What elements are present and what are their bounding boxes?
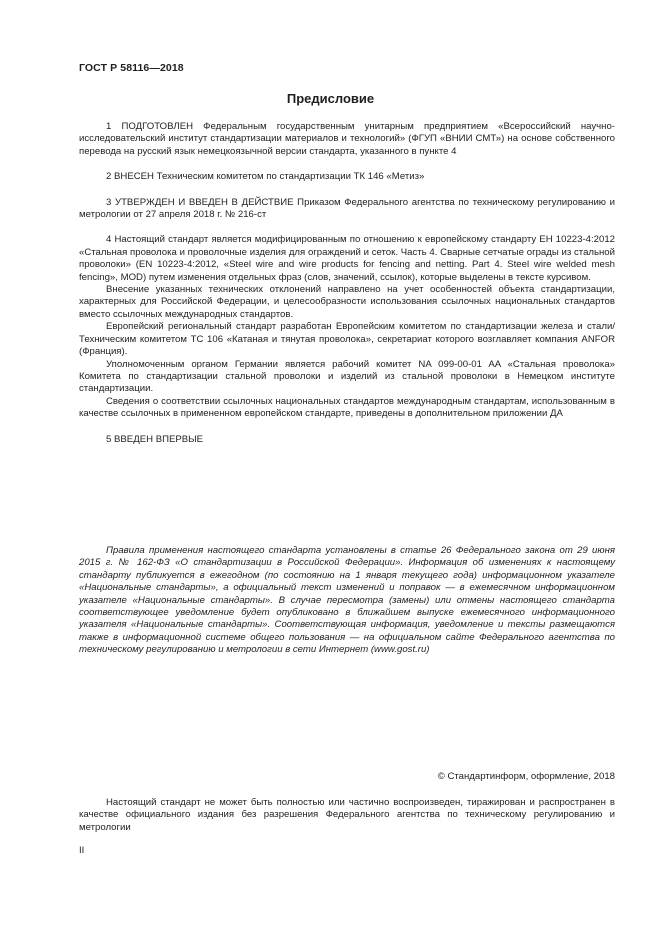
section-4-modification: 4 Настоящий стандарт является модифицированным по отношению к европейскому стандарту ЕН 10223-4:2012 «Стальная проволока и проволочные изделия для ограждений и сеток. Часть 4. Сварные сетчатые ограды из стальной проволоки» (EN 10223-4:2012, «Steel wire and wire products for fencing and netting. Part 4. Steel wire welded mesh fencing», MOD) путем изменения отдельных фраз (слов, значений, ссылок), которые выделены в тексте курсивом. [79, 234, 615, 283]
notice-text: Правила применения настоящего стандарта установлены в статье 26 Федерального закона от 29 июня 2015 г. № 162-ФЗ «О стандартизации в Российской Федерации». Информация об изменениях к настоящему стандарту публикуется в ежегодном (по состоянию на 1 января текущего года) информационном указателе «Национальные стандарты», а официальный текст изменений и поправок — в ежемесячном информационном указателе «Национальные стандарты». В случае пересмотра (замены) или отмены настоящего стандарта соответствующее уведомление будет опубликовано в ближайшем выпуске ежемесячного информационного указателя «Национальные стандарты». Соответствующая информация, уведомление и тексты размещаются также в информационной системе общего пользования — на официальном сайте Федерального агентства по техническому регулированию и метрологии в сети Интернет (www.gost.ru) [79, 545, 615, 656]
reproduction-rights [79, 797, 615, 834]
section-2-submitted: 2 ВНЕСЕН Техническим комитетом по стандартизации ТК 146 «Метиз» [106, 171, 425, 183]
page-title: Предисловие [286, 91, 375, 106]
document-code: ГОСТ Р 58116—2018 [79, 62, 184, 74]
section-4-developer: Европейский региональный стандарт разработан Европейским комитетом по стандартизации железа и стали/Техническим комитетом ТС 106 «Катаная и тянутая проволока», секретариат которого возглавляет компания ANFOR (Франция). [79, 321, 615, 358]
section-4-references: Сведения о соответствии ссылочных национальных стандартов международным стандартам, использованным в качестве ссылочных в примененном европейском стандарте, приведены в дополнительном приложении ДА [79, 395, 615, 420]
foreword-body [79, 121, 615, 446]
page-number: II [79, 845, 85, 856]
section-3-approved: 3 УТВЕРЖДЕН И ВВЕДЕН В ДЕЙСТВИЕ Приказом Федерального агентства по техническому регулированию и метрологии от 27 апреля 2018 г. № 216-ст [79, 196, 615, 221]
copyright-line: © Стандартинформ, оформление, 2018 [437, 771, 615, 782]
section-5-introduced: 5 ВВЕДЕН ВПЕРВЫЕ [106, 433, 204, 445]
application-rules-notice [79, 545, 615, 657]
section-1-prepared: 1 ПОДГОТОВЛЕН Федеральным государственным унитарным предприятием «Всероссийский научно-исследовательский институт стандартизации материалов и технологий» (ФГУП «ВНИИ СМТ») на основе собственного перевода на русский язык немецкоязычной версии стандарта, указанного в пункте 4 [79, 121, 615, 157]
section-4-deviations: Внесение указанных технических отклонений направлено на учет особенностей объекта стандартизации, характерных для Российской Федерации, и целесообразности использования ссылочных национальных стандартов вместо ссылочных международных стандартов. [79, 284, 615, 320]
rights-text: Настоящий стандарт не может быть полностью или частично воспроизведен, тиражирован и распространен в качестве официального издания без разрешения Федерального агентства по техническому регулированию и метрологии [79, 797, 615, 833]
section-4-authority: Уполномоченным органом Германии является рабочий комитет NA 099-00-01 AA «Стальная проволока» Комитета по стандартизации стальной проволоки и изделий из стальной проволоки в Немецком институте стандартизации. [79, 358, 615, 395]
